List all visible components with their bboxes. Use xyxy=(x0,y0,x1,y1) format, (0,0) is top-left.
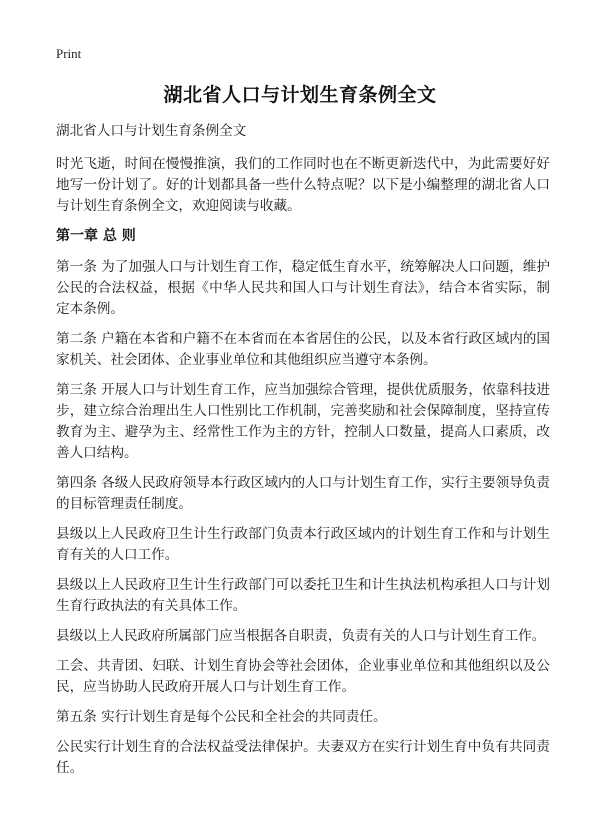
article-paragraph: 第一条 为了加强人口与计划生育工作，稳定低生育水平，统筹解决人口问题，维护公民的合法权益，根据《中华人民共和国人口与计划生育法》，结合本省实际，制定本条例。 xyxy=(56,259,550,317)
print-link[interactable]: Print xyxy=(56,46,82,61)
article-paragraph: 第三条 开展人口与计划生育工作，应当加强综合管理，提供优质服务，依靠科技进步，建立综合治理出生人口性别比工作机制，完善奖励和社会保障制度，坚持宣传教育为主、避孕为主、经常性工作为主的方针，控制人口数量，提高人口素质，改善人口结构。 xyxy=(56,382,550,461)
article-paragraph: 县级以上人民政府卫生计生行政部门可以委托卫生和计生执法机构承担人口与计划生育行政执法的有关具体工作。 xyxy=(56,577,550,614)
document-subtitle: 湖北省人口与计划生育条例全文 xyxy=(56,123,247,139)
article-paragraph: 县级以上人民政府卫生计生行政部门负责本行政区域内的计划生育工作和与计划生育有关的人口工作。 xyxy=(56,526,550,563)
document-body xyxy=(56,121,550,788)
article-paragraph: 工会、共青团、妇联、计划生育协会等社会团体，企业事业单位和其他组织以及公民，应当协助人民政府开展人口与计划生育工作。 xyxy=(56,658,550,695)
article-paragraph: 县级以上人民政府所属部门应当根据各自职责，负责有关的人口与计划生育工作。 xyxy=(56,628,546,644)
chapter-heading: 第一章 总 则 xyxy=(56,228,136,244)
intro-paragraph: 时光飞逝，时间在慢慢推演，我们的工作同时也在不断更新迭代中，为此需要好好地写一份计划了。好的计划都具备一些什么特点呢？以下是小编整理的湖北省人口与计划生育条例全文，欢迎阅读与收藏。 xyxy=(56,156,550,214)
page-title: 湖北省人口与计划生育条例全文 xyxy=(163,84,437,106)
article-paragraph: 第二条 户籍在本省和户籍不在本省而在本省居住的公民，以及本省行政区域内的国家机关、社会团体、企业事业单位和其他组织应当遵守本条例。 xyxy=(56,331,550,368)
article-paragraph: 第五条 实行计划生育是每个公民和全社会的共同责任。 xyxy=(56,709,387,725)
article-paragraph: 公民实行计划生育的合法权益受法律保护。夫妻双方在实行计划生育中负有共同责任。 xyxy=(56,739,550,776)
article-paragraph: 第四条 各级人民政府领导本行政区域内的人口与计划生育工作，实行主要领导负责的目标管理责任制度。 xyxy=(56,475,550,512)
